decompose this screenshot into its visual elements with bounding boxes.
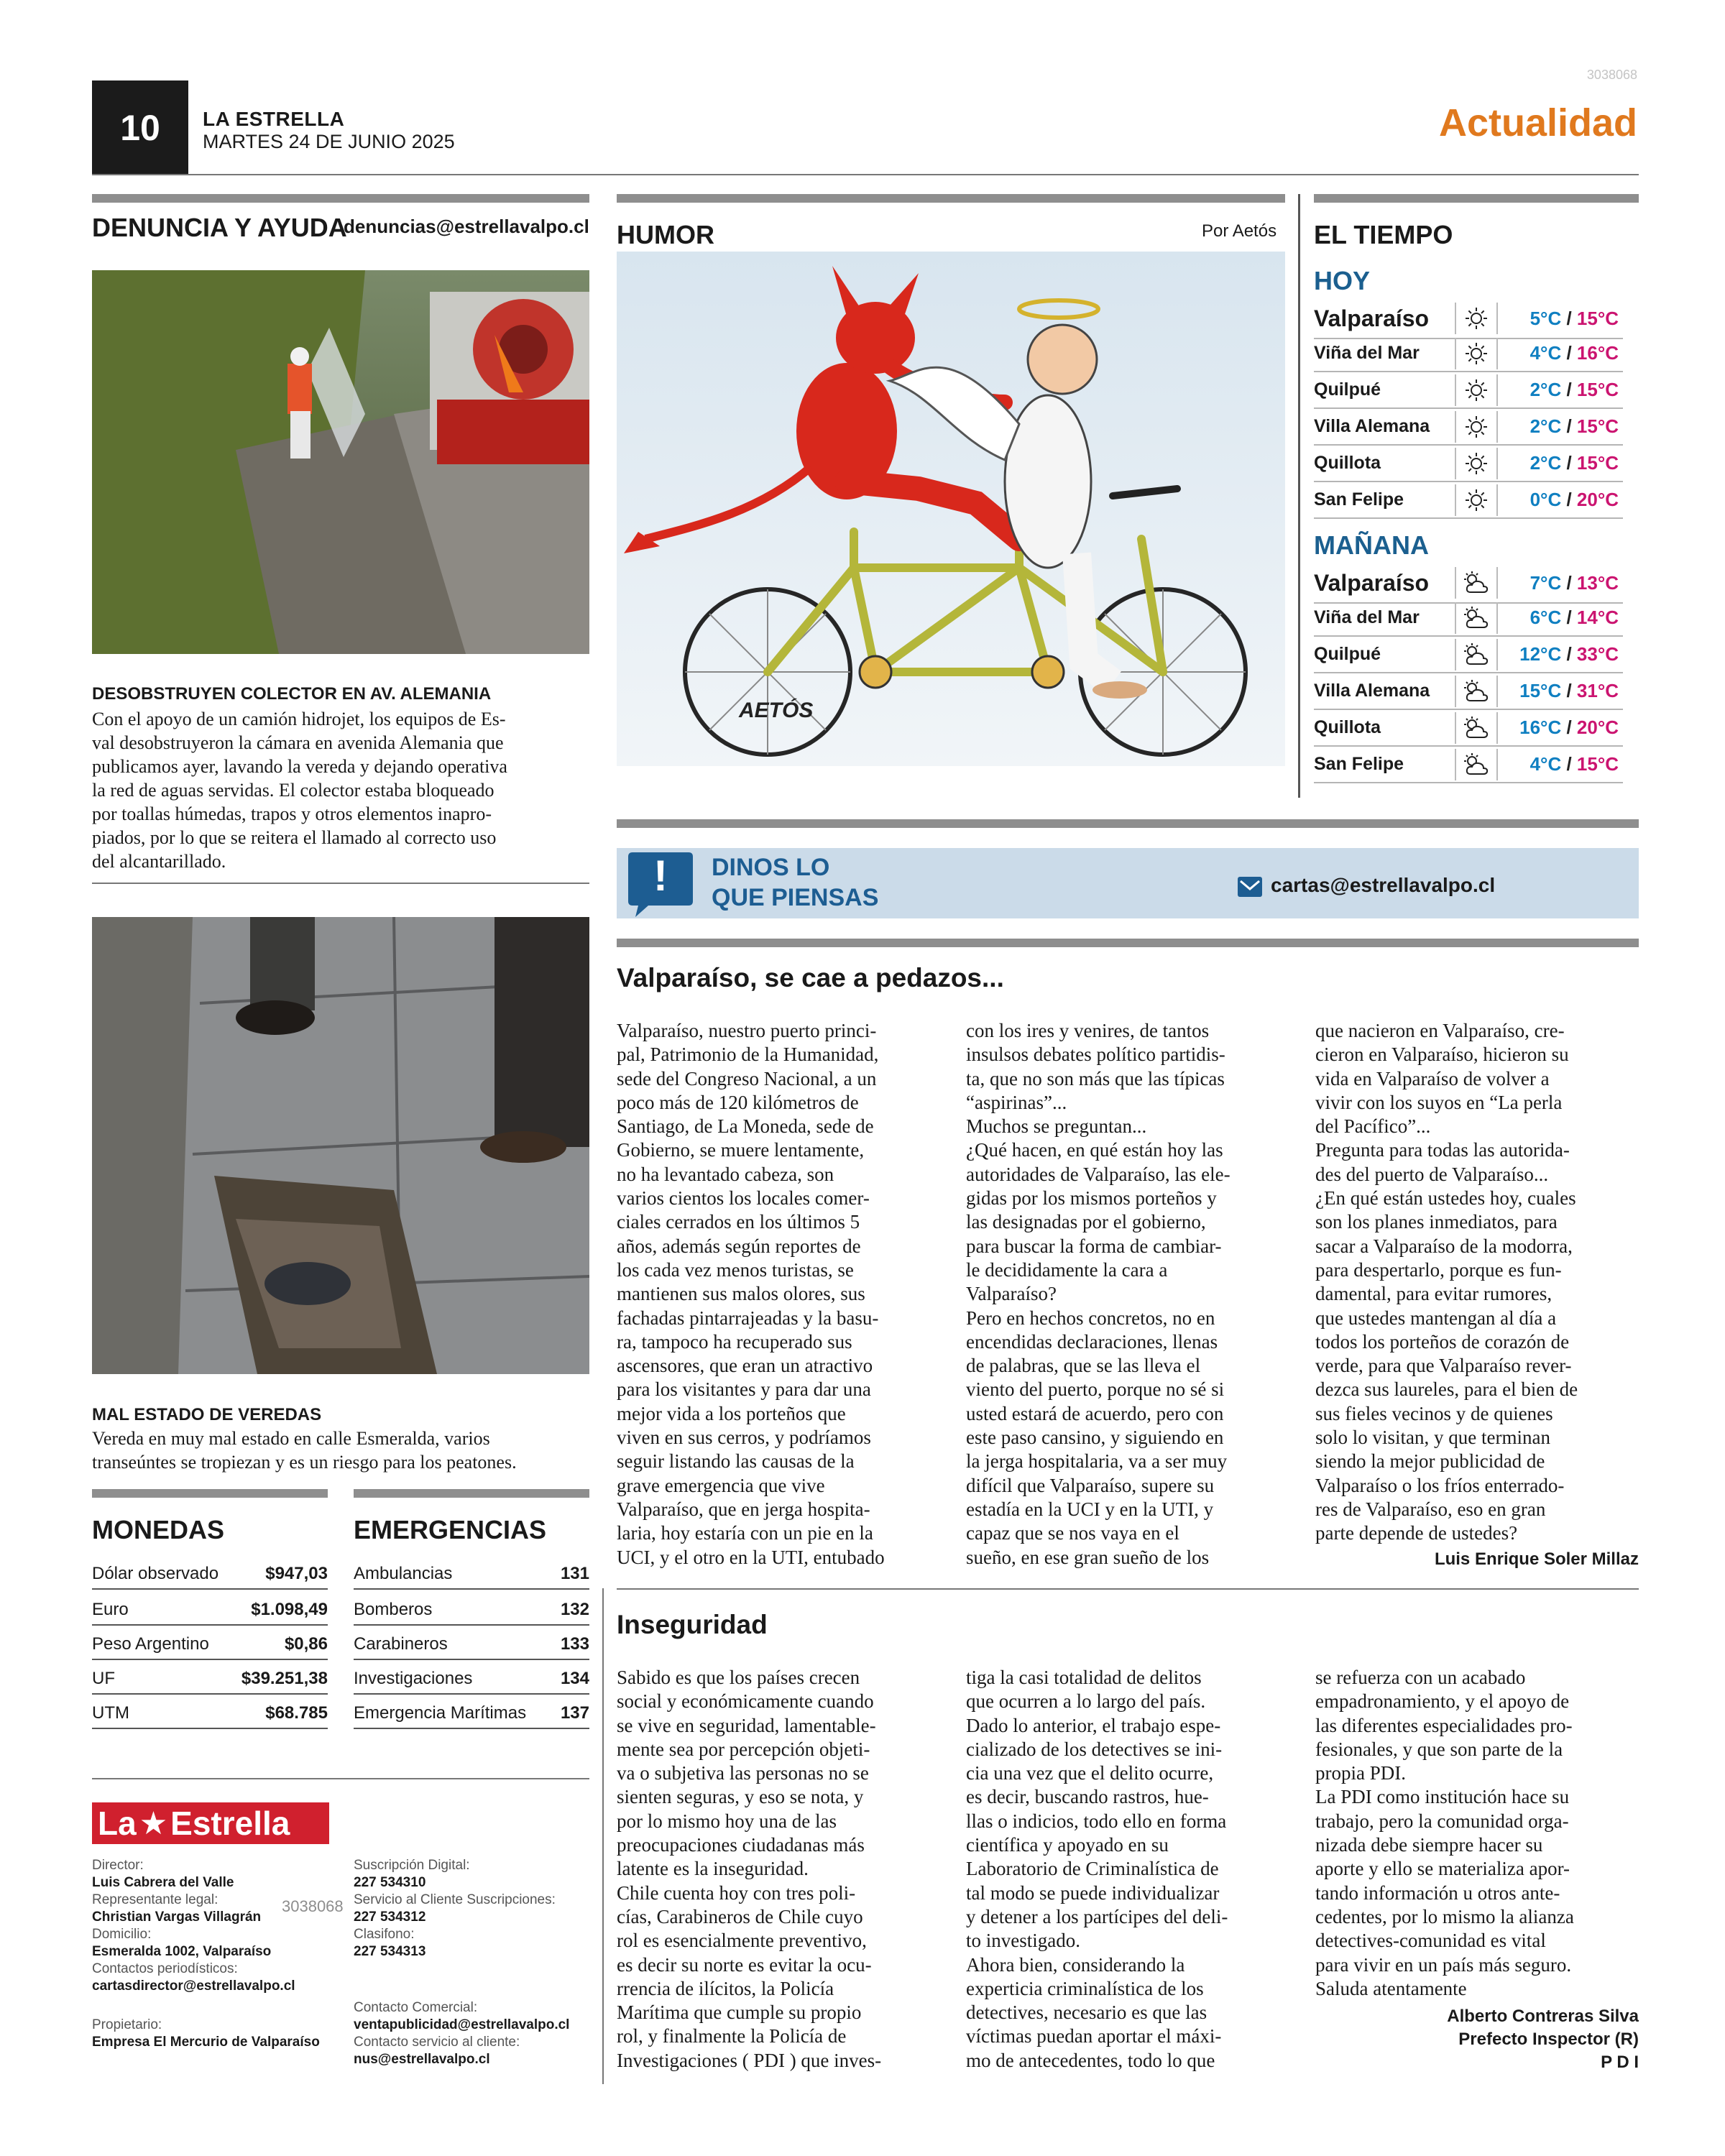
partly-cloudy-icon <box>1455 567 1498 599</box>
article-line: sienten seguras, y eso se nota, y <box>617 1786 864 1808</box>
article-line: no ha levantado cabeza, son <box>617 1163 834 1185</box>
star-icon: ★ <box>139 1805 168 1841</box>
moneda-row: UTM $68.785 <box>92 1703 328 1729</box>
colector-photo <box>92 270 589 654</box>
masthead-right: Suscripción Digital: 227 534310 Servicio al Cliente Suscripciones: 227 534312 Clasifono: 227 534313 Contacto Comercial: ventapublicidad@estrellavalpo.cl Contacto servicio al cliente: nus@estrellavalpo.cl <box>354 1858 570 2067</box>
article-line: res de Valparaíso, eso en gran <box>1315 1498 1546 1520</box>
emergencia-row: Emergencia Marítimas 137 <box>354 1703 589 1729</box>
article-line: tiga la casi totalidad de delitos <box>966 1667 1202 1688</box>
sun-icon <box>1455 448 1498 479</box>
weather-city: Quillota <box>1314 453 1381 473</box>
article-line: damental, para evitar rumores, <box>1315 1283 1552 1305</box>
article-line: vivir con los suyos en “La perla <box>1315 1091 1563 1113</box>
article-line: víctimas puedan aportar el máxi- <box>966 2025 1222 2047</box>
weather-city: Quilpué <box>1314 379 1381 400</box>
article-line: para los visitantes y para dar una <box>617 1378 871 1401</box>
article-line: es decir, buscando rastros, hue- <box>966 1786 1209 1808</box>
article-line: laria, hoy estaría con un pie en la <box>617 1522 873 1544</box>
article-line: mo de antecedentes, todo lo que <box>966 2049 1215 2071</box>
temp-min: 12°C <box>1519 643 1562 665</box>
article-line: Valparaíso, nuestro puerto princi- <box>617 1020 877 1041</box>
article-line: se refuerza con un acabado <box>1315 1667 1526 1688</box>
mail-icon <box>1238 877 1262 897</box>
temp-max: 14°C <box>1576 607 1619 628</box>
temp-min: 4°C <box>1530 342 1562 364</box>
article-line: Gobierno, se muere lentamente, <box>617 1139 865 1161</box>
weather-city: San Felipe <box>1314 489 1404 510</box>
sun-icon <box>1455 303 1498 334</box>
humor-author: Por Aetós <box>1202 221 1277 241</box>
sun-icon <box>1455 484 1498 516</box>
weather-temps: 7°C / 13°C <box>1530 571 1619 594</box>
article-line: los cada vez menos turistas, se <box>617 1258 854 1281</box>
article-line: Marítima que cumple su propio <box>617 2001 862 2024</box>
article-line: empadronamiento, y el apoyo de <box>1315 1690 1570 1713</box>
weather-row <box>1314 409 1623 446</box>
temp-min: 2°C <box>1530 415 1562 437</box>
article-line: cedentes, por lo mismo la alianza <box>1315 1905 1574 1927</box>
weather-temps: 4°C / 16°C <box>1530 342 1619 364</box>
article-line: por lo mismo hoy una de las <box>617 1810 837 1832</box>
weather-city: Villa Alemana <box>1314 681 1430 701</box>
letters-rule <box>617 939 1639 947</box>
article-line: Dado lo anterior, el trabajo espe- <box>966 1714 1221 1736</box>
page-id: 3038068 <box>1586 68 1637 82</box>
weather-row <box>1314 710 1623 747</box>
article-line: se vive en seguridad, lamentable- <box>617 1714 876 1736</box>
article-line: rrencia de ilícitos, la Policía <box>617 1977 834 1999</box>
article-line: ciales cerrados en los últimos 5 <box>617 1211 860 1233</box>
article-line: experticia criminalística de los <box>966 1977 1204 1999</box>
article-line: las designadas por el gobierno, <box>966 1211 1206 1233</box>
article-line: fesionales, y que son parte de la <box>1315 1738 1563 1760</box>
weather-city: San Felipe <box>1314 754 1404 774</box>
weather-city: Valparaíso <box>1314 569 1430 596</box>
article-line: cías, Carabineros de Chile cuyo <box>617 1905 863 1927</box>
article-line: dezca sus laureles, para el bien de <box>1315 1378 1578 1401</box>
weather-city: Valparaíso <box>1314 305 1430 331</box>
weather-temps: 16°C / 20°C <box>1519 717 1619 738</box>
article-line: es decir su norte es evitar la ocu- <box>617 1953 872 1976</box>
masthead-rule <box>92 1778 589 1779</box>
moneda-row: Dólar observado $947,03 <box>92 1564 328 1590</box>
article-line: Valparaíso? <box>966 1283 1057 1305</box>
weather-temps: 2°C / 15°C <box>1530 452 1619 474</box>
emergencia-row: Ambulancias 131 <box>354 1564 589 1590</box>
letter2-col1 <box>617 1666 940 2073</box>
letters-divider <box>617 1588 1639 1590</box>
weather-city: Quillota <box>1314 717 1381 737</box>
monedas-rule <box>92 1489 328 1498</box>
article-line: del Pacífico”... <box>1315 1115 1431 1138</box>
article-line: Ahora bien, considerando la <box>966 1953 1185 1976</box>
temp-min: 4°C <box>1530 753 1562 775</box>
article-line: de palabras, que se las lleva el <box>966 1355 1201 1377</box>
article-line: para vivir en un país más seguro. <box>1315 1953 1572 1976</box>
temp-max: 16°C <box>1576 342 1619 364</box>
la-estrella-logo: La ★ Estrella <box>92 1802 329 1844</box>
letter1-col2 <box>966 1019 1289 1570</box>
article-line: viven en sus cerros, y podríamos <box>617 1427 871 1449</box>
article-line: preocupaciones ciudadanas más <box>617 1834 865 1856</box>
weather-temps: 5°C / 15°C <box>1530 307 1619 329</box>
article-line: Valparaíso, que en jerga hospita- <box>617 1498 870 1520</box>
partly-cloudy-icon <box>1455 639 1498 671</box>
article-line: varios cientos los locales comer- <box>617 1187 870 1210</box>
temp-min: 0°C <box>1530 489 1562 510</box>
article-line: rol es esencialmente preventivo, <box>617 1930 867 1952</box>
paper-name: LA ESTRELLA <box>203 108 345 130</box>
issue-date: MARTES 24 DE JUNIO 2025 <box>203 131 455 152</box>
article-line: autoridades de Valparaíso, las ele- <box>966 1163 1230 1185</box>
temp-min: 15°C <box>1519 680 1562 701</box>
dinos-email[interactable]: cartas@estrellavalpo.cl <box>1271 874 1496 896</box>
temp-min: 6°C <box>1530 607 1562 628</box>
article-line: La PDI como institución hace su <box>1315 1786 1570 1808</box>
temp-max: 31°C <box>1576 680 1619 701</box>
page-number: 10 <box>92 80 188 175</box>
temp-max: 15°C <box>1576 379 1619 400</box>
article-line: cieron en Valparaíso, hicieron su <box>1315 1044 1569 1066</box>
story2-body: Vereda en muy mal estado en calle Esmeralda, varios transeúntes se tropiezan y es un riesgo para los peatones. <box>92 1428 517 1473</box>
temp-min: 2°C <box>1530 379 1562 400</box>
dinos-rule <box>617 819 1639 828</box>
temp-min: 5°C <box>1530 307 1562 329</box>
temp-max: 15°C <box>1576 307 1619 329</box>
article-line: seguir listando las causas de la <box>617 1450 855 1473</box>
denuncia-rule <box>92 194 589 203</box>
monedas-title: MONEDAS <box>92 1515 225 1544</box>
letter1-title: Valparaíso, se cae a pedazos... <box>617 963 1004 992</box>
sun-icon <box>1455 411 1498 443</box>
article-line: UCI, y el otro en la UTI, entubado <box>617 1546 885 1568</box>
emergencias-title: EMERGENCIAS <box>354 1515 547 1544</box>
article-line: va o subjetiva las personas no se <box>617 1762 869 1784</box>
emergencia-row: Bomberos 132 <box>354 1600 589 1626</box>
article-line: solo lo visitan, y que terminan <box>1315 1427 1550 1449</box>
article-line: para buscar la forma de cambiar- <box>966 1235 1222 1257</box>
article-line: Saluda atentamente <box>1315 1977 1467 1999</box>
article-line: sus fieles vecinos y de quienes <box>1315 1402 1553 1424</box>
article-line: difícil que Valparaíso, supere su <box>966 1474 1215 1496</box>
article-line: encendidas declaraciones, llenas <box>966 1330 1218 1353</box>
article-line: ta, que no son más que las típicas <box>966 1067 1225 1089</box>
sun-icon <box>1455 338 1498 369</box>
weather-city: Quilpué <box>1314 644 1381 664</box>
article-line: Chile cuenta hoy con tres poli- <box>617 1881 856 1904</box>
story1-body: Con el apoyo de un camión hidrojet, los equipos de Es- val desobstruyeron la cámara en avenida Alemania que publicamos ayer, lavando la vereda y dejando operativa la red de aguas servidas. El colector estaba bloqueado por toallas húmedas, trapos y otros elementos inapro- piados, por lo que se reitera el llamado al correcto uso del alcantarillado. <box>92 709 507 872</box>
weather-city: Viña del Mar <box>1314 343 1420 363</box>
weather-title: EL TIEMPO <box>1314 220 1453 249</box>
moneda-row: UF $39.251,38 <box>92 1669 328 1695</box>
article-line: rol, y finalmente la Policía de <box>617 2025 847 2047</box>
article-line: sacar a Valparaíso de la modorra, <box>1315 1235 1573 1257</box>
temp-max: 20°C <box>1576 489 1619 510</box>
article-line: las diferentes especialidades pro- <box>1315 1714 1573 1736</box>
sun-icon <box>1455 374 1498 406</box>
article-line: viento del puerto, porque no sé si <box>966 1378 1225 1401</box>
article-line: la jerga hospitalaria, va a ser muy <box>966 1450 1228 1473</box>
article-line: gidas por los mismos porteños y <box>966 1187 1217 1210</box>
weather-row <box>1314 299 1623 339</box>
article-line: Santiago, de La Moneda, sede de <box>617 1115 874 1138</box>
weather-temps: 12°C / 33°C <box>1519 643 1619 665</box>
weather-today-label: HOY <box>1314 266 1371 295</box>
article-line: verde, para que Valparaíso rever- <box>1315 1355 1572 1377</box>
article-line: siendo la mejor publicidad de <box>1315 1450 1545 1473</box>
article-line: son los planes inmediatos, para <box>1315 1211 1558 1233</box>
article-line: trabajo, pero la comunidad orga- <box>1315 1810 1569 1832</box>
cartoon-signature: AETÓS <box>739 699 814 722</box>
letter2-signature: Alberto Contreras Silva Prefecto Inspector (R) P D I <box>1447 2007 1639 2072</box>
weather-temps: 2°C / 15°C <box>1530 415 1619 437</box>
temp-min: 16°C <box>1519 717 1562 738</box>
story1-title: DESOBSTRUYEN COLECTOR EN AV. ALEMANIA <box>92 684 492 704</box>
article-line: que ustedes mantengan al día a <box>1315 1307 1557 1329</box>
weather-separator <box>1298 194 1300 798</box>
article-line: Pregunta para todas las autorida- <box>1315 1139 1570 1161</box>
weather-temps: 0°C / 20°C <box>1530 489 1619 510</box>
article-line: mente sea por percepción objeti- <box>617 1738 870 1760</box>
partly-cloudy-icon <box>1455 712 1498 744</box>
article-line: mantienen sus malos olores, sus <box>617 1283 865 1305</box>
masthead-left: Director: Luis Cabrera del Valle Representante legal: Christian Vargas Villagrán Domicilio: Esmeralda 1002, Valparaíso Contactos periodísticos: cartasdirector@estrellavalpo.cl Propietario: Empresa El Mercurio de Valparaíso <box>92 1858 320 2050</box>
weather-temps: 15°C / 31°C <box>1519 680 1619 701</box>
article-line: cializado de los detectives se ini- <box>966 1738 1223 1760</box>
header-rule <box>92 174 1639 175</box>
article-line: Muchos se preguntan... <box>966 1115 1147 1138</box>
article-line: y detener a los partícipes del deli- <box>966 1905 1228 1927</box>
article-line: tal modo se puede individualizar <box>966 1881 1220 1904</box>
article-line: sueño, en ese gran sueño de los <box>966 1546 1210 1568</box>
weather-row <box>1314 372 1623 409</box>
weather-city: Villa Alemana <box>1314 416 1430 436</box>
weather-row <box>1314 482 1623 519</box>
article-line: ¿En qué están ustedes hoy, cuales <box>1315 1187 1576 1210</box>
article-line: latente es la inseguridad. <box>617 1858 809 1880</box>
weather-row <box>1314 600 1623 637</box>
article-line: insulsos debates político partidis- <box>966 1044 1225 1066</box>
article-line: mejor vida a los porteños que <box>617 1402 846 1424</box>
emergencia-row: Carabineros 133 <box>354 1634 589 1660</box>
article-line: detectives-comunidad es vital <box>1315 1930 1546 1952</box>
article-line: vida en Valparaíso de volver a <box>1315 1067 1550 1089</box>
letter2-title: Inseguridad <box>617 1610 768 1639</box>
temp-max: 15°C <box>1576 452 1619 474</box>
article-line: to investigado. <box>966 1930 1080 1952</box>
article-line: parte depende de ustedes? <box>1315 1522 1518 1544</box>
weather-rule <box>1314 194 1639 203</box>
article-line: tando información u otros ante- <box>1315 1881 1560 1904</box>
article-line: “aspirinas”... <box>966 1091 1067 1113</box>
letter1-col3 <box>1315 1019 1639 1546</box>
article-line: cia una vez que el delito ocurre, <box>966 1762 1214 1784</box>
article-line: estadía en la UCI y en la UTI, y <box>966 1498 1214 1520</box>
temp-max: 13°C <box>1576 571 1619 594</box>
article-line: Investigaciones ( PDI ) que inves- <box>617 2049 882 2071</box>
weather-row <box>1314 673 1623 710</box>
article-line: Sabido es que los países crecen <box>617 1667 860 1688</box>
article-line: con los ires y venires, de tantos <box>966 1020 1210 1041</box>
temp-max: 33°C <box>1576 643 1619 665</box>
moneda-row: Euro $1.098,49 <box>92 1600 328 1626</box>
weather-row <box>1314 446 1623 482</box>
letter2-col3 <box>1315 1666 1639 2001</box>
humor-rule <box>617 194 1285 203</box>
weather-city: Viña del Mar <box>1314 607 1420 627</box>
article-line: ¿Qué hacen, en qué están hoy las <box>966 1139 1223 1161</box>
denuncia-title: DENUNCIA Y AYUDA <box>92 213 347 242</box>
article-line: para despertarlo, porque es fun- <box>1315 1258 1562 1281</box>
article-line: le decididamente la cara a <box>966 1258 1168 1281</box>
weather-temps: 4°C / 15°C <box>1530 753 1619 775</box>
story2-title: MAL ESTADO DE VEREDAS <box>92 1405 322 1424</box>
partly-cloudy-icon <box>1455 602 1498 634</box>
dinos-title: DINOS LO QUE PIENSAS <box>712 854 879 911</box>
article-line: des del puerto de Valparaíso... <box>1315 1163 1549 1185</box>
weather-temps: 2°C / 15°C <box>1530 379 1619 400</box>
article-line: fachadas pintarrajeadas y la basu- <box>617 1307 879 1329</box>
article-line: ra, tampoco ha recuperado sus <box>617 1330 852 1353</box>
veredas-photo <box>92 917 589 1374</box>
article-line: llas o indicios, todo ello en forma <box>966 1810 1227 1832</box>
article-line: detectives, necesario es que las <box>966 2001 1208 2024</box>
article-line: grave emergencia que vive <box>617 1474 825 1496</box>
article-line: nizada debe siempre hacer su <box>1315 1834 1543 1856</box>
article-line: ascensores, que eran un atractivo <box>617 1355 873 1377</box>
humor-cartoon <box>617 252 1285 766</box>
article-line: científica y apoyado en su <box>966 1834 1169 1856</box>
masthead-watermark: 3038068 <box>282 1897 344 1915</box>
emergencias-rule <box>354 1489 589 1498</box>
weather-row <box>1314 637 1623 673</box>
temp-max: 20°C <box>1576 717 1619 738</box>
partly-cloudy-icon <box>1455 676 1498 707</box>
article-line: que nacieron en Valparaíso, cre- <box>1315 1020 1565 1041</box>
article-line: aporte y ello se materializa apor- <box>1315 1858 1570 1880</box>
emergencia-row: Investigaciones 134 <box>354 1669 589 1695</box>
exclamation-icon: ! <box>625 848 696 918</box>
letter2-col2 <box>966 1666 1289 2073</box>
article-line: social y económicamente cuando <box>617 1690 874 1713</box>
denuncia-email[interactable]: denuncias@estrellavalpo.cl <box>344 216 589 237</box>
article-line: poco más de 120 kilómetros de <box>617 1091 859 1113</box>
weather-row <box>1314 563 1623 604</box>
article-line: Pero en hechos concretos, no en <box>966 1307 1215 1329</box>
temp-min: 7°C <box>1530 571 1562 594</box>
article-line: Laboratorio de Criminalística de <box>966 1858 1219 1880</box>
letter1-col1 <box>617 1019 940 1570</box>
weather-temps: 6°C / 14°C <box>1530 607 1619 628</box>
article-line: capaz que se nos vaya en el <box>966 1522 1179 1544</box>
article-line: todos los porteños de corazón de <box>1315 1330 1570 1353</box>
moneda-row: Peso Argentino $0,86 <box>92 1634 328 1660</box>
column-separator <box>602 1588 604 2084</box>
temp-min: 2°C <box>1530 452 1562 474</box>
section-title: Actualidad <box>1438 101 1637 144</box>
article-line: usted estará de acuerdo, pero con <box>966 1402 1224 1424</box>
weather-tomorrow-label: MAÑANA <box>1314 530 1429 560</box>
article-line: que ocurren a lo largo del país. <box>966 1690 1206 1713</box>
weather-row <box>1314 336 1623 372</box>
article-line: pal, Patrimonio de la Humanidad, <box>617 1044 879 1066</box>
weather-row <box>1314 747 1623 783</box>
letter1-signature: Luis Enrique Soler Millaz <box>1434 1549 1639 1569</box>
article-line: propia PDI. <box>1315 1762 1406 1784</box>
temp-max: 15°C <box>1576 753 1619 775</box>
article-line: Valparaíso o los fríos enterrado- <box>1315 1474 1565 1496</box>
partly-cloudy-icon <box>1455 749 1498 780</box>
article-line: años, además según reportes de <box>617 1235 861 1257</box>
temp-max: 15°C <box>1576 415 1619 437</box>
humor-title: HUMOR <box>617 220 714 249</box>
article-line: sede del Congreso Nacional, a un <box>617 1067 877 1089</box>
article-line: este paso cansino, y siguiendo en <box>966 1427 1224 1449</box>
denuncia-divider <box>92 883 589 884</box>
